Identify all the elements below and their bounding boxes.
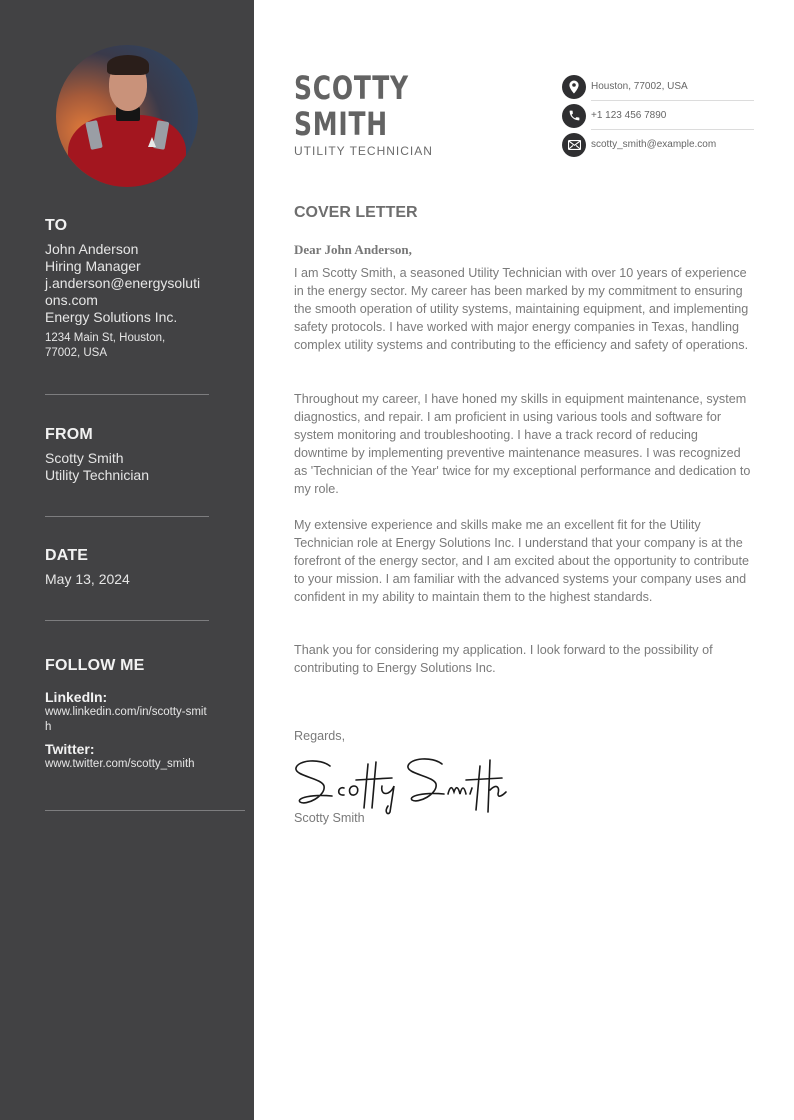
date-heading: DATE	[45, 547, 89, 564]
twitter-link[interactable]: www.twitter.com/scotty_smith	[45, 758, 195, 770]
profile-photo	[56, 45, 198, 187]
divider	[45, 516, 209, 517]
recipient-company: Energy Solutions Inc.	[45, 309, 178, 325]
recipient-title: Hiring Manager	[45, 258, 141, 274]
date-section	[45, 547, 215, 588]
first-name: SCOTTY	[294, 69, 409, 107]
letter-closing: Regards,	[294, 729, 346, 743]
letter-date: May 13, 2024	[45, 571, 130, 587]
contact-info	[562, 72, 754, 159]
location-pin-icon	[562, 75, 586, 99]
avatar-hair	[107, 55, 149, 75]
twitter-label: Twitter:	[45, 741, 95, 757]
last-name: SMITH	[294, 105, 388, 143]
from-section	[45, 426, 215, 484]
contact-location-text: Houston, 77002, USA	[591, 81, 688, 92]
letter-paragraph-3: My extensive experience and skills make me an excellent fit for the Utility Technician role at Energy Solutions Inc. I understand that your company is at the forefront of the energy sector, and I am excited about the opportunity to contribute to your mission. I am familiar with the advanced systems your company uses and confident in my ability to maintain them to the highest standards.	[294, 518, 750, 604]
sender-name: Scotty Smith	[45, 450, 124, 466]
applicant-job-title: UTILITY TECHNICIAN	[294, 144, 433, 158]
avatar-badge-icon	[148, 137, 156, 147]
applicant-name	[294, 70, 409, 142]
from-heading: FROM	[45, 426, 93, 443]
recipient-address: 1234 Main St, Houston, 77002, USA	[45, 332, 166, 359]
letter-paragraph-1: I am Scotty Smith, a seasoned Utility Technician with over 10 years of experience in the energy sector. My career has been marked by my commitment to ensuring the smooth operation of utility systems, maintaining equipment, and implementing safety protocols. I have worked with major energy companies in Texas, handling complex utility systems and contributing to the efficiency and safety of operations.	[294, 266, 749, 352]
phone-icon	[562, 104, 586, 128]
follow-section	[45, 657, 220, 772]
contact-email	[562, 130, 754, 159]
letter-greeting: Dear John Anderson,	[294, 242, 412, 257]
letter-paragraph-4: Thank you for considering my application. I look forward to the possibility of contributing to Energy Solutions Inc.	[294, 643, 713, 675]
signed-name: Scotty Smith	[294, 811, 365, 825]
sidebar	[0, 0, 254, 1120]
letter-paragraph-2: Throughout my career, I have honed my skills in equipment maintenance, system diagnostics, and repair. I am proficient in using various tools and software for system monitoring and troubleshooting. I have a track record of reducing downtime by implementing preventive maintenance measures. I was recognized as 'Technician of the Year' twice for my exceptional performance and dedication to my role.	[294, 392, 751, 496]
sender-title: Utility Technician	[45, 467, 150, 483]
contact-phone-text[interactable]: +1 123 456 7890	[591, 110, 667, 121]
divider	[45, 810, 245, 811]
contact-email-text[interactable]: scotty_smith@example.com	[591, 139, 717, 150]
to-section	[45, 217, 215, 361]
to-heading: TO	[45, 217, 68, 234]
divider	[45, 620, 209, 621]
cover-letter-title: COVER LETTER	[294, 204, 418, 221]
contact-location	[562, 72, 754, 101]
contact-phone	[562, 101, 754, 130]
follow-heading: FOLLOW ME	[45, 657, 145, 674]
recipient-name: John Anderson	[45, 241, 139, 257]
linkedin-link[interactable]: www.linkedin.com/in/scotty-smith	[45, 706, 207, 733]
linkedin-label: LinkedIn:	[45, 689, 108, 705]
recipient-email[interactable]: j.anderson@energysolutions.com	[45, 275, 201, 308]
envelope-icon	[562, 133, 586, 157]
divider	[45, 394, 209, 395]
